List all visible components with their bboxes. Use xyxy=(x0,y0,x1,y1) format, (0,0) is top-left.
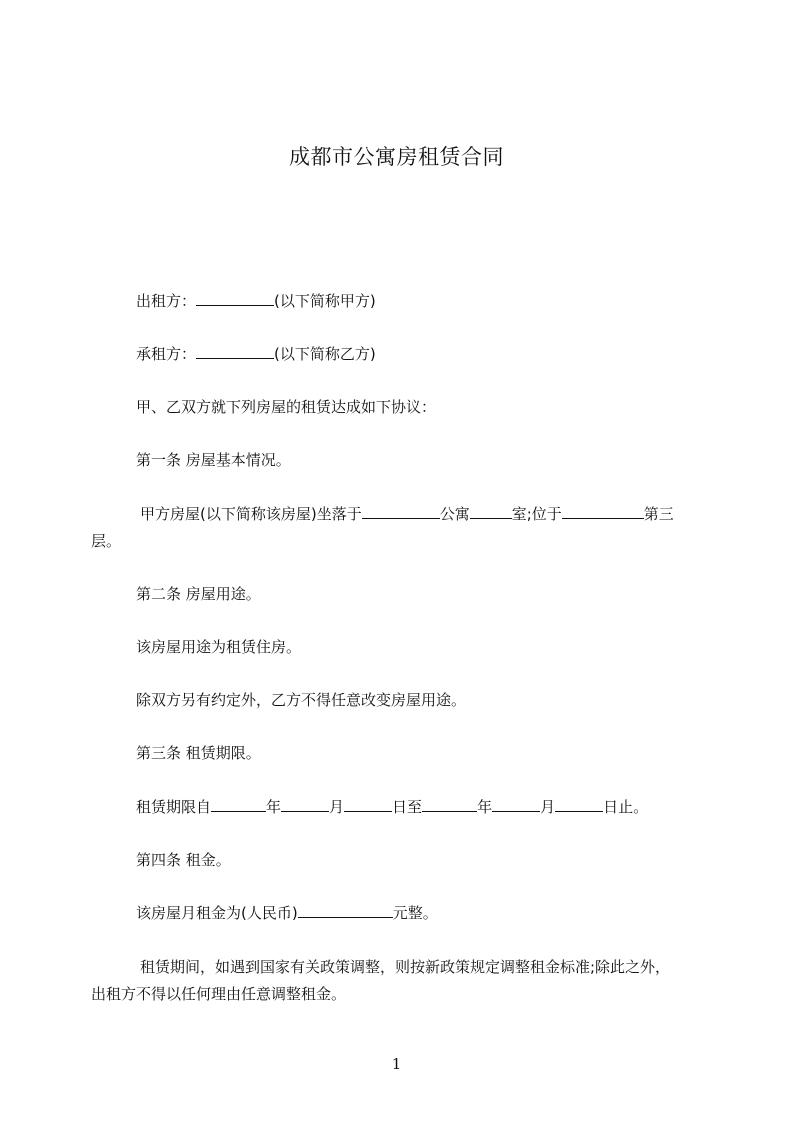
lessee-line xyxy=(136,341,376,367)
page-number: 1 xyxy=(391,1055,402,1073)
article1-location-continuation: 层。 xyxy=(91,532,122,550)
lessee-name-blank[interactable] xyxy=(196,342,274,359)
lessor-line xyxy=(136,288,376,314)
location-blank[interactable] xyxy=(562,502,644,519)
lessee-suffix: (以下简称乙方) xyxy=(274,345,376,363)
article4-heading: 第四条 租金。 xyxy=(136,851,231,869)
start-month-label: 月 xyxy=(329,798,345,816)
preamble: 甲、乙双方就下列房屋的租赁达成如下协议： xyxy=(136,398,437,416)
article1-text-part4: 第三 xyxy=(643,505,674,523)
start-day-label: 日至 xyxy=(392,798,423,816)
start-year-label: 年 xyxy=(266,798,282,816)
article1-text-part3: 室;位于 xyxy=(511,505,562,523)
address-blank[interactable] xyxy=(362,502,440,519)
end-year-blank[interactable] xyxy=(422,795,477,812)
end-month-label: 月 xyxy=(540,798,556,816)
article1-heading: 第一条 房屋基本情况。 xyxy=(136,451,291,469)
rent-amount-blank[interactable] xyxy=(298,901,393,918)
rent-adjust-line1: 租赁期间，如遇到国家有关政策调整，则按新政策规定调整租金标准;除此之外， xyxy=(140,958,671,976)
term-prefix: 租赁期限自 xyxy=(136,798,212,816)
article3-heading: 第三条 租赁期限。 xyxy=(136,744,261,762)
document-title: 成都市公寓房租赁合同 xyxy=(289,145,504,169)
rent-prefix: 该房屋月租金为(人民币) xyxy=(136,904,298,922)
article2-line1: 该房屋用途为租赁住房。 xyxy=(136,638,302,656)
lessor-label: 出租方： xyxy=(136,292,197,310)
end-year-label: 年 xyxy=(477,798,493,816)
article3-term-line xyxy=(136,794,648,820)
article1-text-part1: 甲方房屋(以下简称该房屋)坐落于 xyxy=(140,505,362,523)
lessor-suffix: (以下简称甲方) xyxy=(274,292,376,310)
article1-location-line xyxy=(140,501,674,527)
room-number-blank[interactable] xyxy=(470,502,512,519)
article1-text-part2: 公寓 xyxy=(439,505,470,523)
start-day-blank[interactable] xyxy=(344,795,392,812)
rent-suffix: 元整。 xyxy=(392,904,438,922)
end-day-label: 日止。 xyxy=(603,798,649,816)
rent-line xyxy=(136,900,438,926)
article2-heading: 第二条 房屋用途。 xyxy=(136,585,261,603)
lessee-label: 承租方： xyxy=(136,345,197,363)
lessor-name-blank[interactable] xyxy=(196,289,274,306)
article2-line2: 除双方另有约定外，乙方不得任意改变房屋用途。 xyxy=(136,691,467,709)
end-month-blank[interactable] xyxy=(492,795,540,812)
start-year-blank[interactable] xyxy=(211,795,266,812)
end-day-blank[interactable] xyxy=(555,795,603,812)
rent-adjust-line2: 出租方不得以任何理由任意调整租金。 xyxy=(91,985,347,1003)
start-month-blank[interactable] xyxy=(281,795,329,812)
